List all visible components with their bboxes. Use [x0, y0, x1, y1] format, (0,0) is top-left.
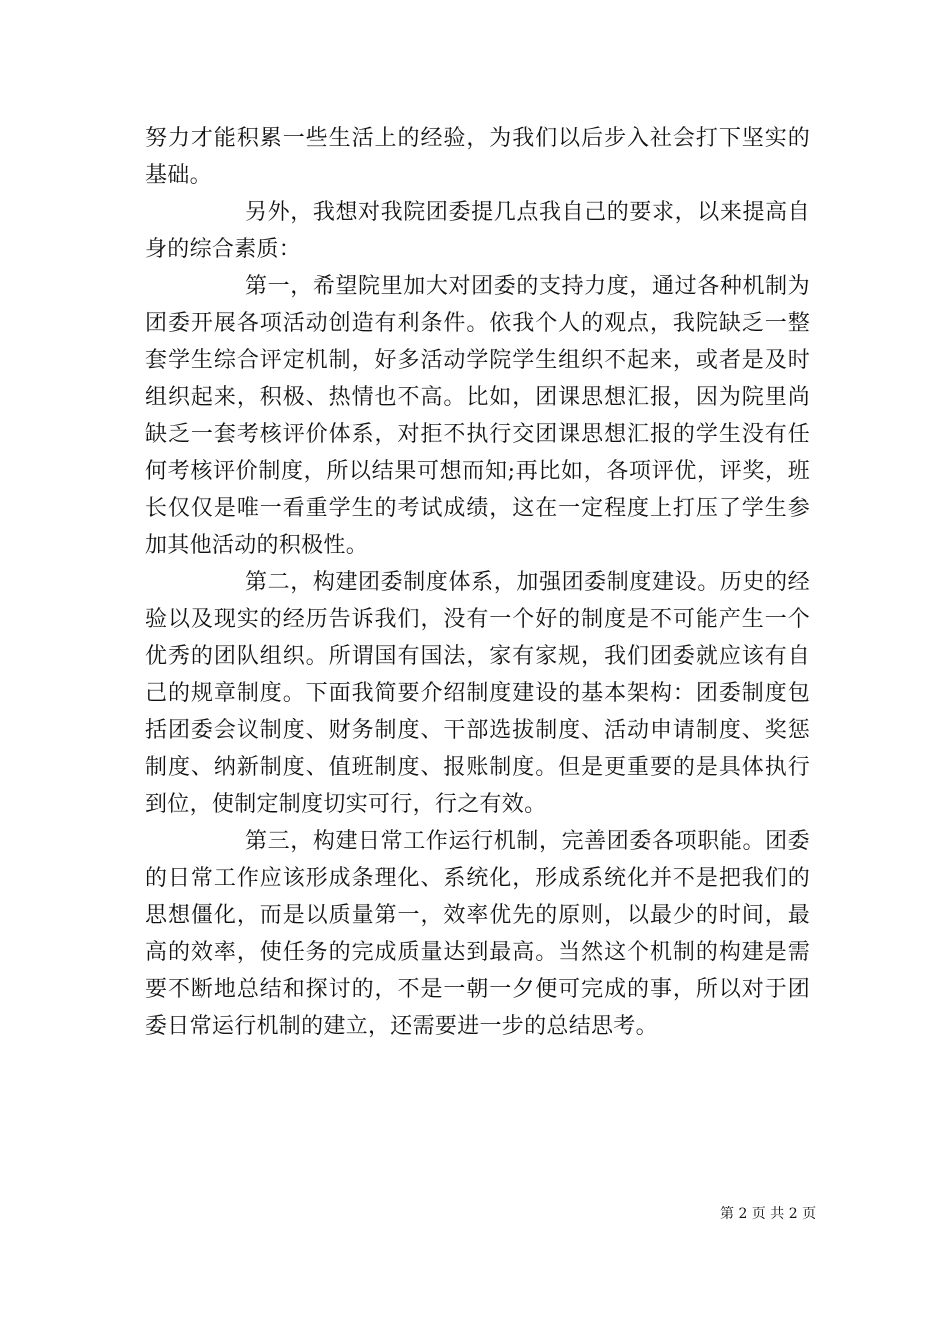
document-body	[145, 120, 810, 1045]
page-number-footer: 第 2 页 共 2 页	[720, 1206, 817, 1222]
paragraph-continuation: 努力才能积累一些生活上的经验，为我们以后步入社会打下坚实的基础。	[145, 126, 810, 188]
paragraph-second-point: 第二，构建团委制度体系，加强团委制度建设。历史的经验以及现实的经历告诉我们，没有一个好的制度是不可能产生一个优秀的团队组织。所谓国有国法，家有家规，我们团委就应该有自己的规章制度。下面我简要介绍制度建设的基本架构：团委制度包括团委会议制度、财务制度、干部选拔制度、活动申请制度、奖惩制度、纳新制度、值班制度、报账制度。但是更重要的是具体执行到位，使制定制度切实可行，行之有效。	[145, 570, 810, 817]
paragraph-third-point: 第三，构建日常工作运行机制，完善团委各项职能。团委的日常工作应该形成条理化、系统化，形成系统化并不是把我们的思想僵化，而是以质量第一，效率优先的原则，以最少的时间，最高的效率，使任务的完成质量达到最高。当然这个机制的构建是需要不断地总结和探讨的，不是一朝一夕便可完成的事，所以对于团委日常运行机制的建立，还需要进一步的总结思考。	[145, 829, 810, 1039]
paragraph-intro-requirements: 另外，我想对我院团委提几点我自己的要求，以来提高自身的综合素质：	[145, 200, 810, 262]
paragraph-first-point: 第一，希望院里加大对团委的支持力度，通过各种机制为团委开展各项活动创造有利条件。依我个人的观点，我院缺乏一整套学生综合评定机制，好多活动学院学生组织不起来，或者是及时组织起来，积极、热情也不高。比如，团课思想汇报，因为院里尚缺乏一套考核评价体系，对拒不执行交团课思想汇报的学生没有任何考核评价制度，所以结果可想而知;再比如，各项评优，评奖，班长仅仅是唯一看重学生的考试成绩，这在一定程度上打压了学生参加其他活动的积极性。	[145, 274, 810, 558]
